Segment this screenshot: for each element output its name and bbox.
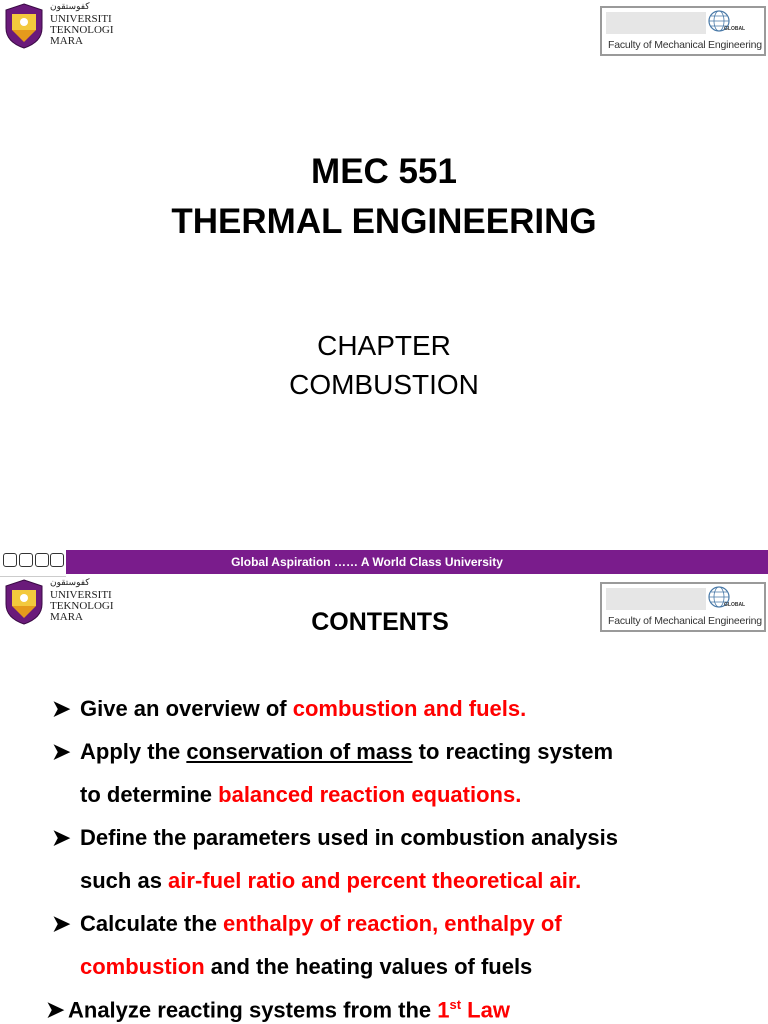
uitm-logo — [2, 2, 127, 52]
uitm-line: UNIVERSITI — [50, 589, 112, 601]
bullet-highlight: Law — [461, 997, 510, 1023]
certification-badge-icon — [3, 553, 17, 567]
uitm-line: TEKNOLOGI — [50, 24, 114, 36]
bullet-text: Analyze reacting systems from the — [68, 997, 438, 1023]
bullet-item — [52, 825, 618, 851]
contents-heading: CONTENTS — [311, 608, 449, 636]
uitm-line: UNIVERSITI — [50, 13, 112, 25]
bullet-text: to determine — [80, 782, 219, 807]
bullet-item — [46, 997, 510, 1023]
bullet-continuation — [80, 868, 581, 894]
bullet-continuation — [80, 954, 532, 980]
bullet-text: Give an overview of — [80, 696, 293, 721]
certification-icons — [0, 548, 66, 577]
bullet-highlight: combustion — [80, 954, 205, 979]
bullet-highlight: air-fuel ratio and percent theoretical air. — [168, 868, 582, 893]
uitm-line: MARA — [50, 611, 84, 623]
bullet-superscript: st — [449, 997, 462, 1012]
bullet-highlight: enthalpy of reaction, enthalpy of — [223, 911, 562, 936]
certification-badge-icon — [19, 553, 33, 567]
arrow-bullet-icon: ➤ — [52, 739, 71, 764]
arrow-bullet-icon: ➤ — [52, 696, 71, 721]
bullet-item — [52, 911, 562, 937]
bullet-item — [52, 696, 526, 722]
uitm-crest-icon — [2, 2, 46, 50]
arrow-bullet-icon: ➤ — [52, 825, 71, 850]
bullet-underlined: conservation of mass — [186, 739, 413, 764]
arrow-bullet-icon: ➤ — [46, 997, 65, 1023]
faculty-label: Faculty of Mechanical Engineering — [608, 39, 762, 51]
faculty-label: Faculty of Mechanical Engineering — [608, 615, 762, 627]
bullet-highlight: 1 — [437, 997, 450, 1023]
bullet-text: such as — [80, 868, 169, 893]
faculty-logo — [600, 6, 766, 56]
uitm-line: TEKNOLOGI — [50, 600, 114, 612]
uitm-jawi-text: ﻛﻔﻮﺳﺘﻘﻮﻥ — [50, 578, 90, 588]
certification-badge-icon — [50, 553, 64, 567]
bullet-text: Apply the — [80, 739, 187, 764]
footer-tagline-bar — [66, 550, 768, 574]
bullet-text: and the heating values of fuels — [204, 954, 533, 979]
footer-bar — [0, 548, 768, 576]
bullet-text: Define the parameters used in combustion analysis — [80, 825, 618, 850]
uitm-jawi-text: ﻛﻔﻮﺳﺘﻘﻮﻥ — [50, 2, 90, 12]
bullet-text: to reacting system — [412, 739, 614, 764]
contents-slide — [0, 548, 768, 1024]
footer-tagline: Global Aspiration …… A World Class University — [231, 555, 503, 569]
bullet-continuation — [80, 782, 521, 808]
uitm-line: MARA — [50, 35, 84, 47]
arrow-bullet-icon: ➤ — [52, 911, 71, 936]
logo-bar — [606, 588, 706, 610]
course-title: THERMAL ENGINEERING — [171, 202, 597, 241]
course-code: MEC 551 — [311, 152, 457, 191]
certification-badge-icon — [35, 553, 49, 567]
chapter-label: CHAPTER — [317, 330, 451, 361]
global-label: GLOBAL — [724, 602, 746, 608]
logo-bar — [606, 12, 706, 34]
uitm-name — [50, 14, 114, 47]
chapter-name: COMBUSTION — [289, 369, 479, 400]
bullet-text: Calculate the — [80, 911, 224, 936]
bullet-highlight: balanced reaction equations. — [218, 782, 522, 807]
bullet-highlight: combustion and fuels. — [292, 696, 527, 721]
bullet-item — [52, 739, 613, 765]
global-label: GLOBAL — [724, 26, 746, 32]
